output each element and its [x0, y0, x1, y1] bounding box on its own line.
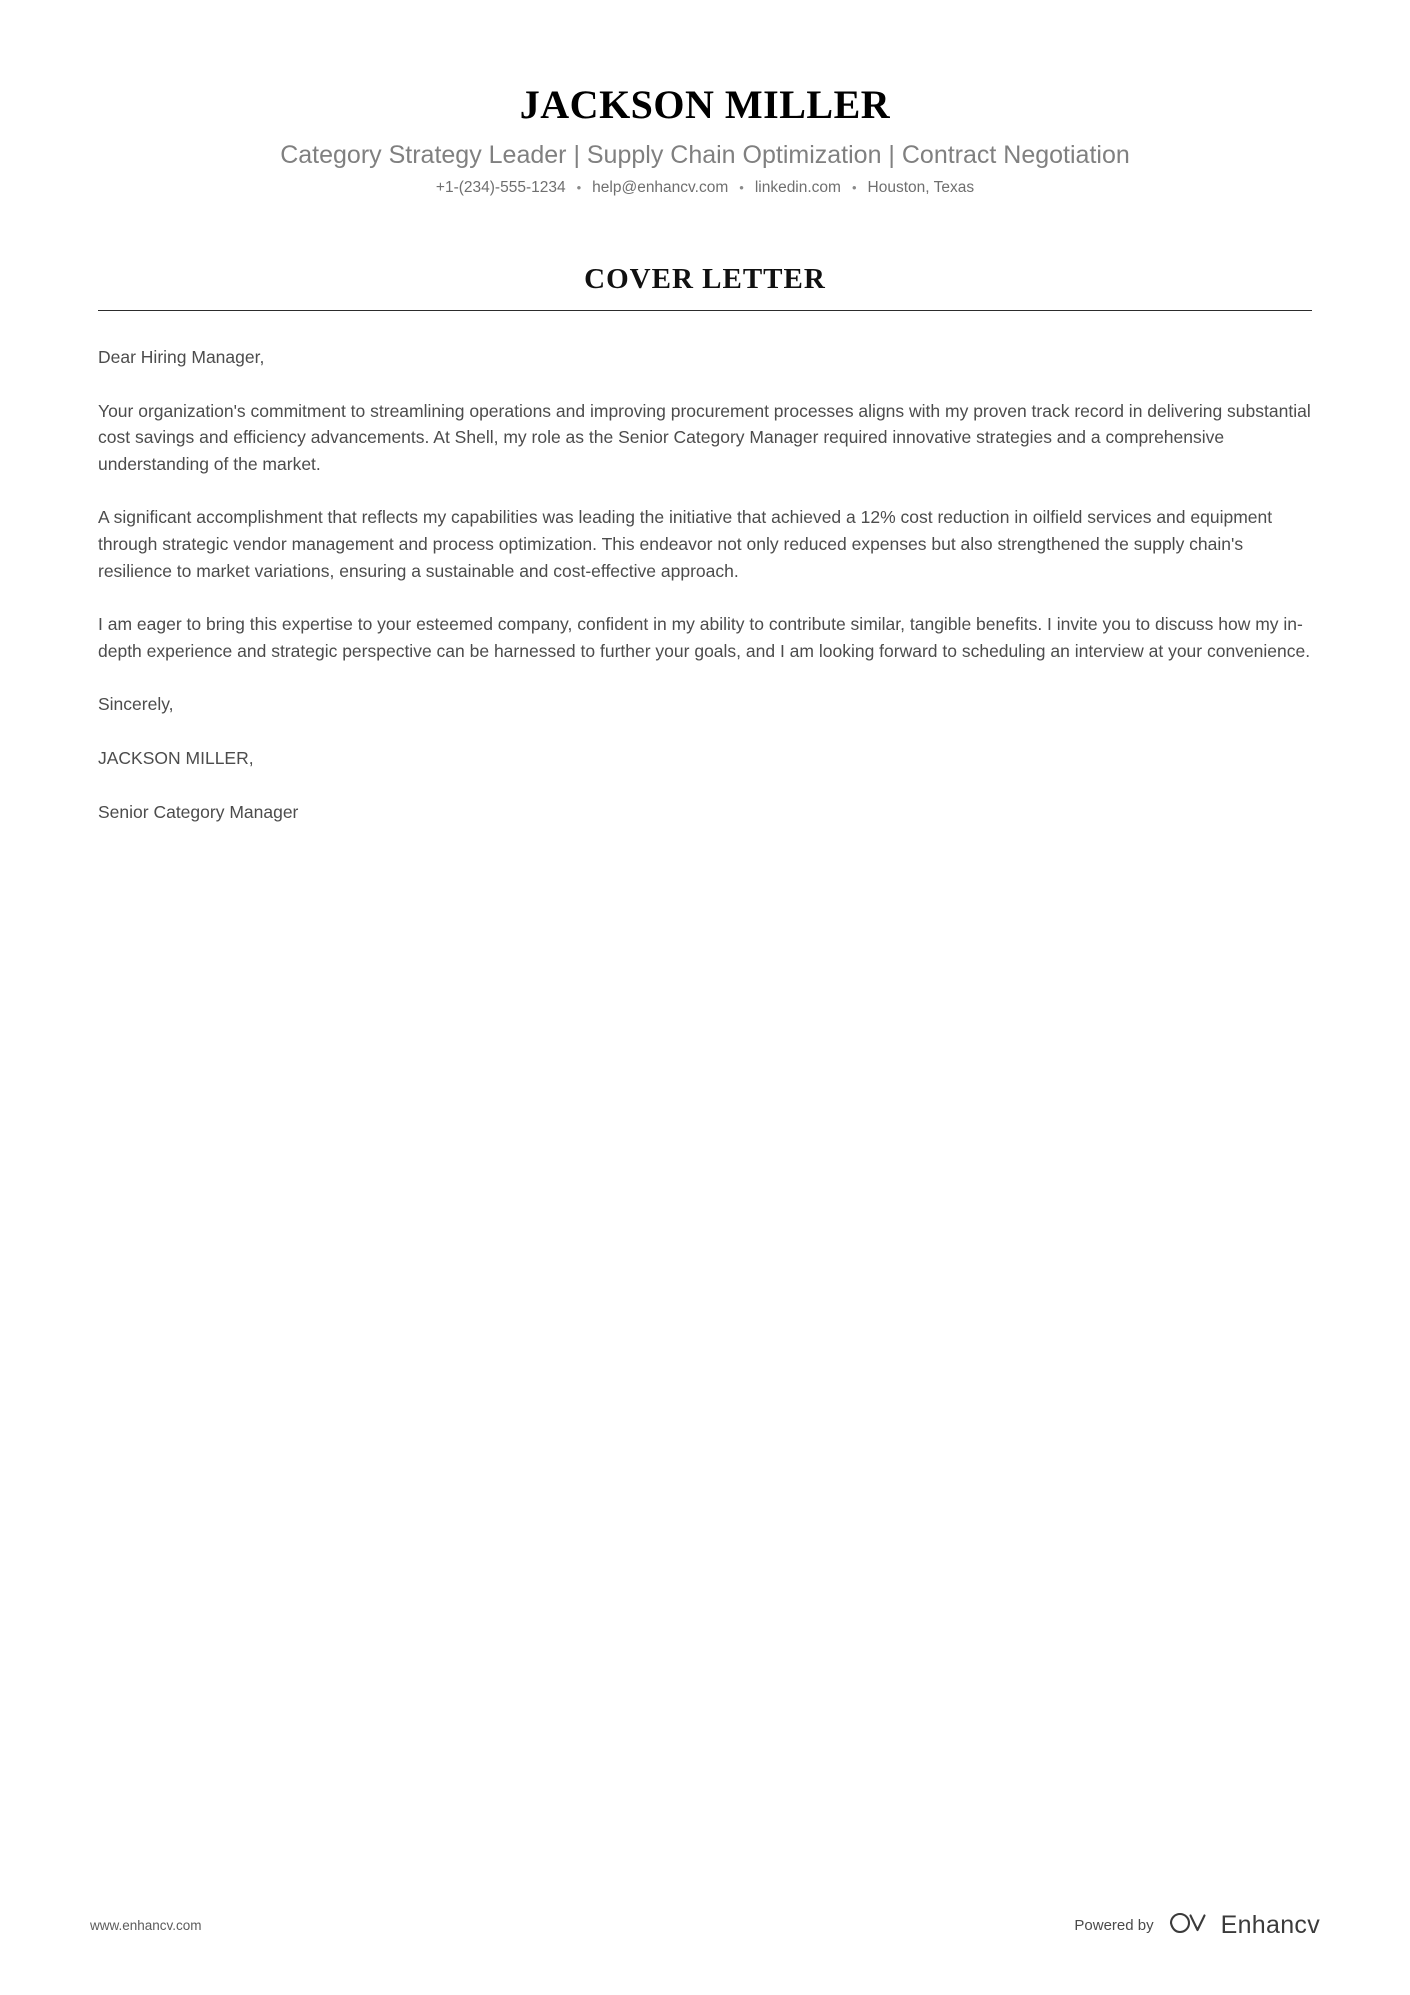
letter-paragraph: A significant accomplishment that reflects my capabilities was leading the initiative that achieved a 12% cost reduction in oilfield services and equipment through strategic vendor management and process optimization. This endeavor not only reduced expenses but also strengthened the supply chain's resilience to market variations, ensuring a sustainable and cost-effective approach. — [98, 507, 1273, 581]
salutation: Dear Hiring Manager, — [98, 347, 265, 367]
document-footer — [0, 1910, 1410, 1941]
enhancv-logo[interactable] — [1168, 1910, 1320, 1941]
contact-phone: +1-(234)-555-1234 — [435, 179, 566, 196]
signature-name: JACKSON MILLER, — [98, 747, 254, 768]
powered-by-label: Powered by — [1074, 1917, 1154, 1934]
candidate-headline: Category Strategy Leader | Supply Chain Optimization | Contract Negotiation — [280, 141, 1130, 169]
enhancv-wordmark: Enhancv — [1220, 1911, 1320, 1939]
footer-website-url[interactable]: www.enhancv.com — [90, 1918, 202, 1933]
cover-letter-section-header — [0, 263, 1410, 311]
section-title: COVER LETTER — [584, 263, 826, 295]
sign-off: Sincerely, — [98, 694, 174, 715]
contact-location: Houston, Texas — [867, 179, 975, 196]
page-title: JACKSON MILLER — [519, 82, 891, 127]
letter-paragraph: I am eager to bring this expertise to your esteemed company, confident in my ability to contribute similar, tangible benefits. I invite you to discuss how my in-depth experience and strategic perspective can be harnessed to further your goals, and I am looking forward to scheduling an interview at your convenience. — [98, 614, 1311, 661]
enhancv-mark-icon — [1168, 1910, 1212, 1941]
section-divider — [98, 310, 1312, 311]
footer-branding — [1074, 1910, 1320, 1941]
bullet-separator-icon: • — [739, 179, 744, 195]
document-header — [0, 0, 1410, 197]
contact-linkedin[interactable]: linkedin.com — [754, 179, 841, 196]
contact-email[interactable]: help@enhancv.com — [592, 179, 729, 196]
bullet-separator-icon: • — [576, 179, 582, 195]
contact-line — [0, 179, 1410, 197]
signature-role: Senior Category Manager — [98, 801, 299, 822]
letter-paragraph: Your organization's commitment to streamlining operations and improving procurement processes aligns with my proven track record in delivering substantial cost savings and efficiency advancements. At Shell, my role as the Senior Category Manager required innovative strategies and a comprehensive understanding of the market. — [98, 400, 1311, 474]
letter-body — [0, 344, 1410, 825]
bullet-separator-icon: • — [851, 179, 857, 195]
